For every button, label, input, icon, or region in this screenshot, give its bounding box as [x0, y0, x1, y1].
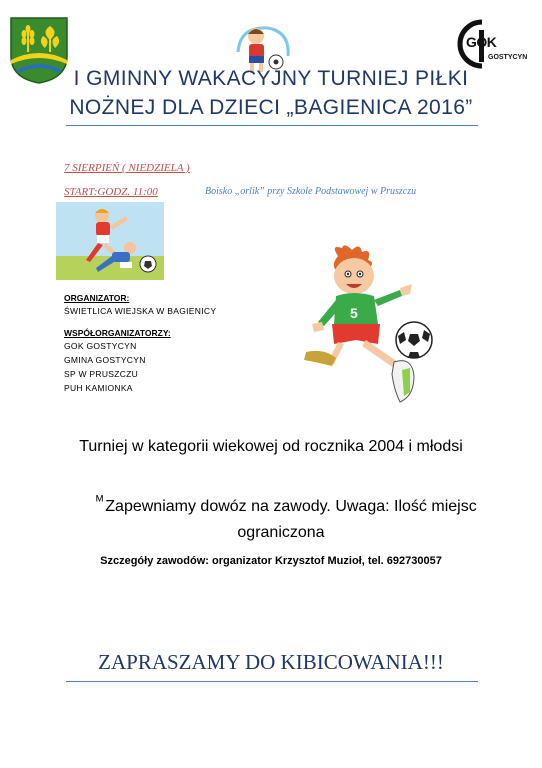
gok-logo-text: GOK: [466, 34, 497, 50]
invitation-heading: ZAPRASZAMY DO KIBICOWANIA!!!: [98, 650, 444, 674]
page-title: [0, 64, 542, 122]
footer-divider: [66, 681, 478, 682]
event-date: 7 SIERPIEŃ ( NIEDZIELA ): [64, 162, 190, 174]
transport-info-line-2: ograniczona: [237, 524, 325, 541]
co-organizers-label: WSPÓŁORGANIZATORZY:: [64, 328, 171, 338]
gok-logo-subtext: GOSTYCYN: [488, 54, 528, 61]
organizer-label: ORGANIZATOR:: [64, 293, 130, 303]
transport-info: [0, 494, 542, 546]
co-organizer-item: GOK GOSTYCYN: [64, 341, 137, 351]
kicking-boy-cartoon: [302, 244, 436, 414]
bullet-icon: ᴹ: [96, 492, 104, 508]
co-organizer-item: SP W PRUSZCZU: [64, 369, 139, 379]
title-line-2: NOŻNEJ DLA DZIECI „BAGIENICA 2016”: [69, 96, 473, 119]
gok-gostycyn-logo: [452, 14, 536, 70]
contact-details: Szczegóły zawodów: organizator Krzysztof Muzioł, tel. 692730057: [100, 555, 442, 567]
svg-text:5: 5: [350, 305, 358, 321]
event-venue: Boisko „orlik” przy Szkole Podstawowej w Pruszczu: [205, 186, 417, 197]
co-organizer-item: GMINA GOSTYCYN: [64, 355, 146, 365]
event-start-time: START:GODZ. 11:00: [64, 186, 158, 198]
organizer-name: ŚWIETLICA WIEJSKA W BAGIENICY: [64, 306, 217, 316]
age-category-info: Turniej w kategorii wiekowej od rocznika 2004 i młodsi: [79, 438, 463, 455]
organizer-block: [64, 292, 216, 395]
co-organizer-item: PUH KAMIONKA: [64, 383, 133, 393]
transport-info-line-1: Zapewniamy dowóz na zawody. Uwaga: Ilość miejsc: [105, 498, 477, 515]
title-line-1: I GMINNY WAKACYJNY TURNIEJ PIŁKI: [73, 67, 469, 90]
footballers-tackle-illustration: [56, 202, 164, 280]
title-divider: [66, 125, 478, 126]
